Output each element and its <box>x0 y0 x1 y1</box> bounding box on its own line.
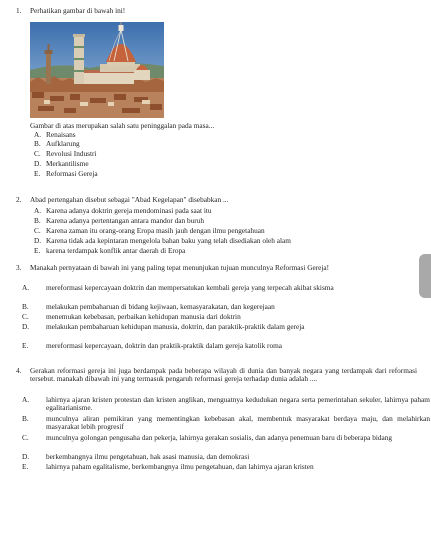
option-text: Karena adanya doktrin gereja mendominasi pada saat itu <box>46 206 212 215</box>
question-1-prompt: Perhatikan gambar di bawah ini! <box>30 6 126 15</box>
question-2-prompt: Abad pertengahan disebut sebagai "Abad Kegelapan" disebabkan ... <box>30 195 229 204</box>
option-letter: D. <box>22 322 30 331</box>
option-letter: A. <box>34 130 42 139</box>
question-4-option-d[interactable] <box>22 452 430 461</box>
option-letter: C. <box>22 312 29 321</box>
option-text: berkembangnya ilmu pengetahuan, hak asasi manusia, dan demokrasi <box>46 452 250 461</box>
question-3-option-a[interactable] <box>22 283 430 292</box>
option-text: Karena adanya pertentangan antara mandor dan buruh <box>46 216 205 225</box>
option-letter: C. <box>34 226 41 235</box>
option-text: lahirnya paham egalitalisme, berkembangnya ilmu pengetahuan, dan lahirnya ajaran kristen <box>46 462 314 471</box>
question-3-option-e[interactable] <box>22 341 430 350</box>
question-1-option-a[interactable] <box>34 131 418 139</box>
option-letter: A. <box>34 206 42 215</box>
question-4-option-e[interactable] <box>22 462 430 471</box>
florence-cathedral-photo <box>30 22 164 118</box>
question-4-option-c[interactable] <box>22 433 430 442</box>
question-1-number: 1. <box>16 6 22 15</box>
question-4-prompt: Gerakan reformasi gereja ini juga berdampak pada beberapa wilayah di dunia dan banyak negara yang terdampak dari reformasi tersebut. manakah dibawah ini yang termasuk pengaruh reformasi gereja terhadap dunia adalah .... <box>30 366 417 384</box>
option-text: Aufklarung <box>46 139 80 148</box>
option-text: karena terdampak konflik antar daerah di Eropa <box>46 246 186 255</box>
question-3-option-b[interactable] <box>22 302 430 311</box>
question-1-option-d[interactable] <box>34 160 418 168</box>
question-1-option-c[interactable] <box>34 150 418 158</box>
question-2-option-a[interactable] <box>34 207 418 215</box>
option-text: munculnya aliran pemikiran yang mementingkan kebebasan akal, membentuk masyarakat berdaya maju, dan melahirkan masyarakat lebih progresif <box>46 414 430 432</box>
option-text: melakukan pembaharuan kehidupan manusia, doktrin, dan paraktik-praktik dalam gereja <box>46 322 305 331</box>
option-letter: C. <box>34 149 41 158</box>
side-scroll-tab[interactable] <box>419 254 431 298</box>
option-letter: D. <box>34 236 42 245</box>
option-letter: B. <box>34 139 41 148</box>
question-4-option-b[interactable] <box>22 414 430 432</box>
option-letter: E. <box>22 341 29 350</box>
option-letter: B. <box>22 302 29 311</box>
question-3-number: 3. <box>16 263 22 272</box>
option-letter: E. <box>34 169 41 178</box>
question-1-caption: Gambar di atas merupakan salah satu peninggalan pada masa... <box>30 121 215 130</box>
question-3-option-d[interactable] <box>22 322 430 331</box>
question-2-option-e[interactable] <box>34 247 418 255</box>
option-text: Karena zaman itu orang-orang Eropa masih jauh dengan ilmu pengetahuan <box>46 226 265 235</box>
option-letter: D. <box>34 159 42 168</box>
option-text: Renaisans <box>46 130 76 139</box>
option-letter: E. <box>22 462 29 471</box>
option-text: lahirnya ajaran kristen protestan dan kristen anglikan, menguatnya kedudukan negara serta pemerintahan sekuler, lahirnya paham egalitarianisme. <box>46 395 430 413</box>
option-letter: D. <box>22 452 30 461</box>
question-1-option-b[interactable] <box>34 140 418 148</box>
option-text: Karena tidak ada kepintaran mengelola bahan baku yang telah disediakan oleh alam <box>46 236 291 245</box>
option-letter: C. <box>22 433 29 442</box>
question-4-option-a[interactable] <box>22 395 430 413</box>
option-text: mereformasi kepercayaan doktrin dan mempersatukan kembali gereja yang terpecah akibat skisma <box>46 283 334 292</box>
question-4-number: 4. <box>16 366 22 375</box>
option-text: Merkantilisme <box>46 159 89 168</box>
option-letter: B. <box>34 216 41 225</box>
option-text: mereformasi kepercayaan, doktrin dan praktik-praktik dalam gereja katolik roma <box>46 341 283 350</box>
option-text: menemukan kebebasan, perbaikan kehidupan manusia dari doktrin <box>46 312 241 321</box>
question-3-option-c[interactable] <box>22 312 430 321</box>
question-2-option-b[interactable] <box>34 217 418 225</box>
option-text: Revolusi Industri <box>46 149 97 158</box>
question-1-option-e[interactable] <box>34 170 418 178</box>
question-3-prompt: Manakah pernyataan di bawah ini yang paling tepat menunjukan tujuan munculnya Reformasi Gereja! <box>30 263 330 272</box>
option-letter: A. <box>22 395 30 404</box>
option-text: Reformasi Gereja <box>46 169 98 178</box>
question-2-option-d[interactable] <box>34 237 418 245</box>
question-2-number: 2. <box>16 195 22 204</box>
option-letter: A. <box>22 283 30 292</box>
question-2-option-c[interactable] <box>34 227 418 235</box>
option-letter: B. <box>22 414 29 423</box>
option-text: melakukan pembaharuan di bidang kejiwaan, kemasyarakatan, dan kegerejaan <box>46 302 275 311</box>
option-letter: E. <box>34 246 41 255</box>
option-text: munculnya golongan pengusaha dan pekerja, lahirnya gerakan sosialis, dan adanya penemuan baru di beberapa bidang <box>46 433 393 442</box>
